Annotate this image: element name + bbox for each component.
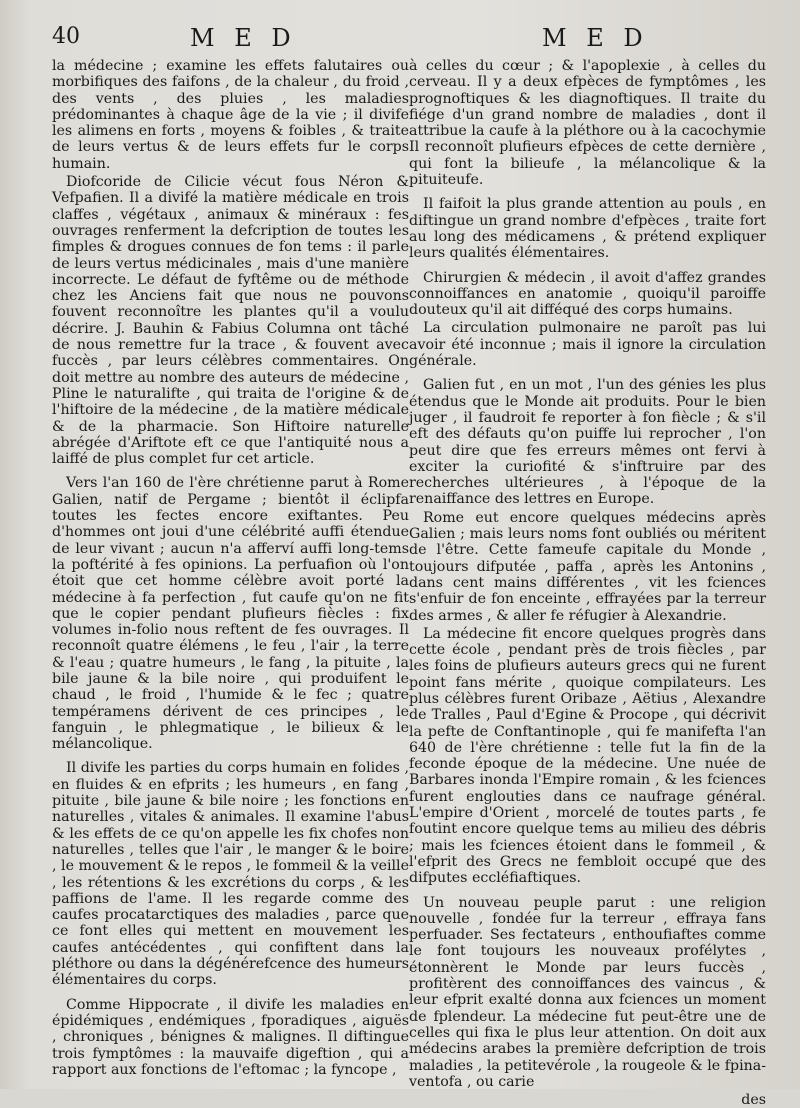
paragraph: Diofcoride de Cilicie vécut fous Néron & Vefpafien. Il a divifé la matière médicale en trois claffes , végétaux , animaux & minéraux : fes ouvrages renferment la defcription de toutes les fimples & drogues connues de fon tems : il parle de leurs vertus médicinales , mais d'une manière incorrecte. Le défaut de fyftême ou de méthode chez les Anciens fait que nous ne pouvons fouvent reconnoître les plantes qu'il a voulu décrire. J. Bauhin & Fabius Columna ont tâché de nous remettre fur la trace , & fouvent avec fuccès , par leurs célèbres commentaires. On doit mettre au nombre des auteurs de médecine , Pline le naturalifte , qui traita de l'origine & de l'hiftoire de la médecine , de la matière médicale & de la pharmacie. Son Hiftoire naturelle abrégée d'Ariftote eft ce que l'antiquité nous a laiffé de plus complet fur cet article.: [52, 174, 409, 468]
text-columns: [52, 58, 766, 1108]
paragraph: à celles du cœur ; & l'apoplexie , à celles du cerveau. Il y a deux efpèces de fymptômes , les prognoftiques & les diagnoftiques. Il traite du fiége d'un grand nombre de maladies , dont il attribue la caufe à la pléthore ou à la cacochymie Il reconnoît plufieurs efpèces de cette dernière , qui font la bilieufe , la mélancolique & la pituiteufe.: [409, 58, 766, 189]
page-number: 40: [52, 24, 80, 49]
paragraph: La médecine fit encore quelques progrès dans cette école , pendant près de trois fiècles , par les foins de plufieurs auteurs grecs qui ne furent point fans mérite , quoique compilateurs. Les plus célèbres furent Oribaze , Aëtius , Alexandre de Tralles , Paul d'Egine & Procope , qui décrivit la pefte de Conftantinople , qui fe manifefta l'an 640 de l'ère chrétienne : telle fut la fin de la feconde époque de la médecine. Une nuée de Barbares inonda l'Empire romain , & les fciences furent englouties dans ce naufrage général. L'empire d'Orient , morcelé de toutes parts , fe foutint encore quelque tems au milieu des débris ; mais les fciences étoient dans le fommeil , & l'efprit des Grecs ne fembloit occupé que des difputes eccléfiaftiques.: [409, 625, 766, 887]
paragraph: Il divife les parties du corps humain en folides , en fluides & en efprits ; les humeurs , en fang , pituite , bile jaune & bile noire ; les fonctions en naturelles , vitales & animales. Il examine l'abus & les effets de ce qu'on appelle les fix chofes non naturelles , telles que l'air , le manger & le boire , le mouvement & le repos , le fommeil & la veille , les rétentions & les excrétions du corps , & les paffions de l'ame. Il les regarde comme des caufes procatarctiques des maladies , parce que ce font elles qui mettent en mouvement les caufes antécédentes , qui confiftent dans la pléthore ou dans la dégénérefcence des humeurs élémentaires du corps.: [52, 760, 409, 989]
paragraph: Vers l'an 160 de l'ère chrétienne parut à Rome Galien, natif de Pergame ; bientôt il éclipfa toutes les fectes encore exiftantes. Peu d'hommes ont joui d'une célébrité auffi étendue de leur vivant ; aucun n'a afferví auffi long-tems la poftérité à fes opinions. La perfuafion où l'on étoit que cet homme célèbre avoit porté la médecine à fa perfection , fut caufe qu'on ne fit que le copier pendant plufieurs fiècles : fix volumes in-folio nous reftent de fes ouvrages. Il reconnoît quatre élémens , le feu , l'air , la terre & l'eau ; quatre humeurs , le fang , la pituite , la bile jaune & la bile noire , qui produifent le chaud , le froid , l'humide & le fec ; quatre tempéramens dérivent de ces principes , le fanguin , le phlegmatique , le bilieux & le mélancolique.: [52, 475, 409, 753]
paragraph: Chirurgien & médecin , il avoit d'affez grandes connoiffances en anatomie , quoiqu'il paroiffe douteux qu'il ait difféqué des corps humains.: [409, 269, 766, 319]
running-head-right: M E D: [542, 24, 649, 52]
running-head-left: M E D: [190, 24, 297, 52]
paragraph: Un nouveau peuple parut : une religion nouvelle , fondée fur la terreur , effraya fans perfuader. Ses fectateurs , enthoufiaftes comme le font toujours les nouveaux profélytes , étonnèrent le Monde par leurs fuccès , profitèrent des connoiffances des vaincus , & leur efprit exalté donna aux fciences un moment de fplendeur. La médecine fut peut-être une de celles qui fixa le plus leur attention. On doit aux médecins arabes la première defcription de trois maladies , la petitevérole , la rougeole & le fpina-ventofa , ou carie: [409, 894, 766, 1090]
paragraph: Galien fut , en un mot , l'un des génies les plus étendus que le Monde ait produits. Pour le bien juger , il faudroit fe reporter à fon fiècle ; & s'il eft des défauts qu'on puiffe lui reprocher , l'on peut dire que fes erreurs mêmes ont fervi à exciter la curiofité & s'inftruire par des recherches ultérieures , à l'époque de la renaiffance des lettres en Europe.: [409, 377, 766, 508]
paragraph: Il faifoit la plus grande attention au pouls , en diftingue un grand nombre d'efpèces , traite fort au long des médicamens , & prétend expliquer leurs qualités élémentaires.: [409, 196, 766, 262]
paragraph: Rome eut encore quelques médecins après Galien ; mais leurs noms font oubliés ou méritent de l'être. Cette fameufe capitale du Monde , toujours difputée , paffa , après les Antonins , dans cent mains différentes , vit les fciences s'enfuir de fon enceinte , effrayées par la terreur des armes , & aller fe réfugier à Alexandrie.: [409, 509, 766, 624]
right-column: [409, 58, 766, 1108]
paragraph: La circulation pulmonaire ne paroît pas lui avoir été inconnue ; mais il ignore la circulation générale.: [409, 320, 766, 370]
page-header: [52, 24, 766, 58]
paragraph: la médecine ; examine les effets falutaires ou morbifiques des faifons , de la chaleur , du froid , des vents , des pluies , les maladies prédominantes à chaque âge de la vie ; il divife les alimens en forts , moyens & foibles , & traite de leurs vertus & de leurs effets fur le corps humain.: [52, 58, 409, 172]
last-word: des: [741, 1092, 766, 1108]
paragraph: Comme Hippocrate , il divife les maladies en épidémiques , endémiques , fporadiques , aiguës , chroniques , bénignes & malignes. Il diftingue trois fymptômes : la mauvaife digeftion , qui a rapport aux fonctions de l'eftomac ; la fyncope ,: [52, 996, 409, 1078]
left-column: [52, 58, 409, 1108]
